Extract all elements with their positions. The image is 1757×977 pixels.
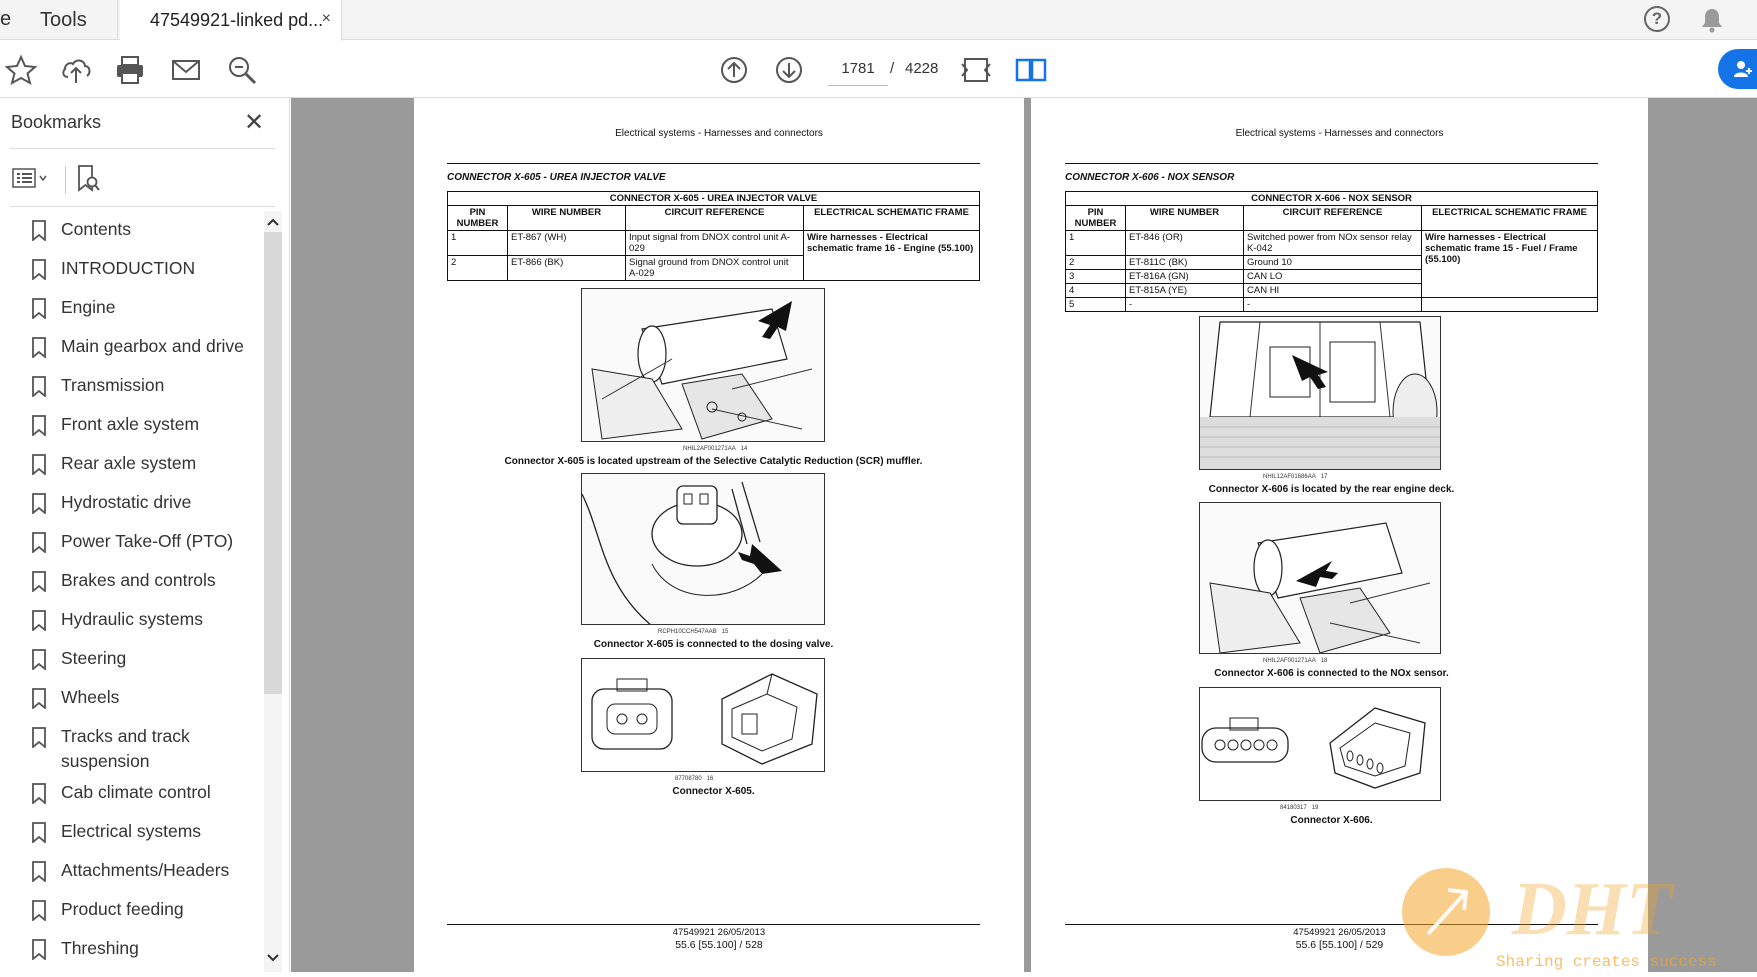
figure-caption: Connector X-606 is located by the rear engine deck.: [1208, 484, 1455, 495]
bookmark-label: Wheels: [61, 687, 120, 707]
bookmark-item[interactable]: [0, 562, 262, 601]
bookmark-icon: [32, 861, 46, 882]
bookmark-item[interactable]: [0, 601, 262, 640]
tab-document-label: 47549921-linked pd...: [150, 10, 324, 30]
rule: [447, 924, 980, 925]
two-page-view-icon[interactable]: [1014, 53, 1048, 87]
bookmark-item[interactable]: [0, 211, 262, 250]
wire-cell: ET-867 (WH): [508, 231, 626, 256]
bookmark-icon: [32, 610, 46, 631]
page-down-icon[interactable]: [772, 53, 806, 87]
section-title: CONNECTOR X-605 - UREA INJECTOR VALVE: [447, 172, 666, 183]
watermark-tagline: Sharing creates success: [1496, 953, 1717, 971]
bookmark-label: Cab climate control: [61, 782, 211, 802]
figure-caption: Connector X-606 is connected to the NOx sensor.: [1214, 668, 1449, 679]
fit-page-icon[interactable]: [959, 53, 993, 87]
tab-document[interactable]: [120, 0, 342, 41]
watermark-logo: [1400, 860, 1757, 972]
pin-cell: 1: [448, 231, 508, 256]
col-header: ELECTRICAL SCHEMATIC FRAME: [804, 206, 980, 231]
bookmarks-panel: [0, 98, 290, 972]
bookmark-label: Rear axle system: [61, 453, 197, 473]
bookmark-icon: [32, 220, 46, 241]
tab-home-partial[interactable]: e: [0, 8, 12, 30]
circuit-cell: CAN LO: [1244, 270, 1422, 284]
divider: [10, 206, 275, 207]
table-row: [448, 231, 980, 256]
figure-connector: [581, 658, 825, 772]
footer-line: 47549921 26/05/2013: [672, 927, 766, 938]
bookmark-item[interactable]: [0, 289, 262, 328]
col-header: CIRCUIT REFERENCE: [1244, 206, 1422, 231]
figure-id: RCPH10CCH547AAB 15: [658, 629, 729, 635]
close-panel-icon[interactable]: ✕: [244, 109, 265, 136]
page-number-input[interactable]: 1781: [828, 52, 888, 86]
bookmark-label: Steering: [61, 648, 127, 668]
page-up-icon[interactable]: [717, 53, 751, 87]
wire-cell: ET-846 (OR): [1126, 231, 1244, 256]
print-icon[interactable]: [113, 53, 147, 87]
page-separator: /: [890, 60, 895, 77]
frame-cell-empty: [1422, 298, 1598, 312]
zoom-search-icon[interactable]: [225, 53, 259, 87]
bookmark-icon: [32, 688, 46, 709]
bookmark-label: Power Take-Off (PTO): [61, 531, 234, 551]
figure-id: 84180317 19: [1280, 805, 1319, 811]
connector-table: [1065, 191, 1598, 312]
bookmark-label: Attachments/Headers: [61, 860, 230, 880]
bookmark-icon: [32, 822, 46, 843]
frame-cell: Wire harnesses - Electrical schematic frame 15 - Fuel / Frame (55.100): [1422, 231, 1598, 298]
total-pages: 4228: [905, 60, 939, 77]
bookmark-item[interactable]: [0, 367, 262, 406]
bookmark-label: Front axle system: [61, 414, 200, 434]
help-icon[interactable]: ?: [1644, 6, 1670, 32]
bookmark-label: Hydrostatic drive: [61, 492, 192, 512]
bookmark-label: Contents: [61, 219, 132, 239]
pin-cell: 2: [448, 256, 508, 281]
bookmark-label: Brakes and controls: [61, 570, 216, 590]
bookmark-icon: [32, 376, 46, 397]
bookmark-label: Main gearbox and drive: [61, 336, 244, 356]
footer-page-number: 55.6 [55.100] / 528: [675, 939, 763, 951]
bookmark-label: INTRODUCTION: [61, 258, 196, 278]
bookmark-search-icon[interactable]: [76, 164, 102, 194]
wire-cell: ET-816A (GN): [1126, 270, 1244, 284]
figure-caption: Connector X-605 is connected to the dosing valve.: [593, 639, 834, 650]
mail-icon[interactable]: [169, 53, 203, 87]
star-icon[interactable]: [4, 53, 38, 87]
main-toolbar: [0, 41, 1757, 98]
footer-line: 47549921 26/05/2013: [1293, 927, 1386, 938]
table-row: [1066, 298, 1598, 312]
bookmark-item[interactable]: [0, 679, 262, 718]
scrollbar-thumb[interactable]: [264, 232, 282, 694]
pdf-page-left: [414, 98, 1024, 972]
bookmark-label: Product feeding: [61, 899, 184, 919]
bookmark-label: Hydraulic systems: [61, 609, 203, 629]
pin-cell: 1: [1066, 231, 1126, 256]
share-user-button[interactable]: [1718, 49, 1757, 89]
share-user-icon: [1732, 58, 1754, 80]
divider: [65, 166, 66, 194]
circuit-cell: Input signal from DNOX control unit A-029: [626, 231, 804, 256]
bell-icon[interactable]: [1698, 6, 1726, 34]
footer-page-number: 55.6 [55.100] / 529: [1295, 939, 1384, 951]
col-header: CIRCUIT REFERENCE: [626, 206, 804, 231]
bookmark-item[interactable]: [0, 891, 262, 930]
pin-cell: 4: [1066, 284, 1126, 298]
col-header: WIRE NUMBER: [508, 206, 626, 231]
bookmark-icon: [32, 259, 46, 280]
circuit-cell: Signal ground from DNOX control unit A-029: [626, 256, 804, 281]
bookmark-icon: [32, 532, 46, 553]
bookmark-item[interactable]: [0, 406, 262, 445]
pdf-page-right: [1031, 98, 1648, 972]
col-header: ELECTRICAL SCHEMATIC FRAME: [1422, 206, 1598, 231]
bookmark-icon: [32, 493, 46, 514]
bookmark-icon: [32, 900, 46, 921]
bookmark-label: Engine: [61, 297, 116, 317]
figure-caption: Connector X-605.: [672, 786, 755, 797]
panel-title: Bookmarks: [11, 112, 102, 132]
bookmark-item[interactable]: [0, 328, 262, 367]
table-title: CONNECTOR X-606 - NOX SENSOR: [1066, 192, 1598, 206]
figure-engine-deck: [1199, 316, 1441, 470]
bookmark-label: Tracks and track suspension: [61, 726, 190, 771]
wire-cell: -: [1126, 298, 1244, 312]
bookmark-icon: [32, 415, 46, 436]
wire-cell: ET-815A (YE): [1126, 284, 1244, 298]
figure-connector: [1199, 687, 1441, 801]
figure-id: 87708780 16: [675, 776, 714, 782]
bookmark-icon: [32, 649, 46, 670]
upload-icon[interactable]: [59, 53, 93, 87]
bookmark-item[interactable]: [0, 718, 262, 774]
figure-id: NHIL2AF001271AA 14: [683, 446, 748, 452]
watermark: [1400, 860, 1757, 977]
circuit-cell: CAN HI: [1244, 284, 1422, 298]
rule: [1065, 163, 1598, 164]
bookmark-icon: [32, 571, 46, 592]
pin-cell: 3: [1066, 270, 1126, 284]
bookmark-icon: [32, 939, 46, 960]
bookmark-label: Transmission: [61, 375, 165, 395]
figure-caption: Connector X-606.: [1290, 815, 1373, 826]
figure-caption: Connector X-605 is located upstream of the Selective Catalytic Reduction (SCR) muffler.: [504, 456, 923, 467]
bookmark-icon: [32, 337, 46, 358]
col-header: PIN NUMBER: [448, 206, 508, 231]
connector-table: [447, 191, 980, 281]
tab-tools[interactable]: Tools: [14, 0, 118, 40]
rule: [447, 163, 980, 164]
bookmark-icon: [32, 727, 46, 748]
bookmark-icon: [32, 783, 46, 804]
col-header: PIN NUMBER: [1066, 206, 1126, 231]
options-menu-icon[interactable]: [12, 166, 52, 192]
table-row: [1066, 231, 1598, 256]
divider: [10, 148, 275, 149]
figure-nox-sensor: [1199, 502, 1441, 654]
bookmark-list: [0, 211, 262, 972]
wire-cell: ET-866 (BK): [508, 256, 626, 281]
figure-id: NHIL2AF001271AA 18: [1263, 658, 1328, 664]
pin-cell: 2: [1066, 256, 1126, 270]
bookmark-item[interactable]: [0, 523, 262, 562]
bookmark-label: Electrical systems: [61, 821, 202, 841]
watermark-text: DHT: [1512, 867, 1673, 951]
bookmark-item[interactable]: [0, 484, 262, 523]
circuit-cell: -: [1244, 298, 1422, 312]
bookmark-item[interactable]: [0, 250, 262, 289]
bookmark-item[interactable]: [0, 813, 262, 852]
bookmark-label: Threshing: [61, 938, 139, 958]
bookmark-icon: [32, 454, 46, 475]
figure-id: NHIL12AF01686AA 17: [1263, 474, 1328, 480]
page-footer: [414, 927, 1024, 951]
section-title: CONNECTOR X-606 - NOX SENSOR: [1065, 172, 1235, 183]
circuit-cell: Ground 10: [1244, 256, 1422, 270]
bookmark-item[interactable]: [0, 852, 262, 891]
frame-cell: Wire harnesses - Electrical schematic frame 16 - Engine (55.100): [804, 231, 980, 281]
close-icon[interactable]: ×: [321, 10, 331, 27]
bookmark-item[interactable]: [0, 930, 262, 969]
bookmark-icon: [32, 298, 46, 319]
figure-engine-muffler: [581, 288, 825, 442]
col-header: WIRE NUMBER: [1126, 206, 1244, 231]
tab-bar: [0, 0, 1757, 40]
bookmark-item[interactable]: [0, 445, 262, 484]
bookmark-item[interactable]: [0, 640, 262, 679]
bookmark-item[interactable]: [0, 774, 262, 813]
document-view[interactable]: [291, 98, 1757, 972]
bookmark-tools: [10, 160, 275, 200]
circuit-cell: Switched power from NOx sensor relay K-042: [1244, 231, 1422, 256]
page-header: Electrical systems - Harnesses and connectors: [1235, 128, 1444, 139]
pin-cell: 5: [1066, 298, 1126, 312]
figure-dosing-valve: [581, 473, 825, 625]
wire-cell: ET-811C (BK): [1126, 256, 1244, 270]
page-header: Electrical systems - Harnesses and connectors: [615, 128, 823, 139]
table-title: CONNECTOR X-605 - UREA INJECTOR VALVE: [448, 192, 980, 206]
